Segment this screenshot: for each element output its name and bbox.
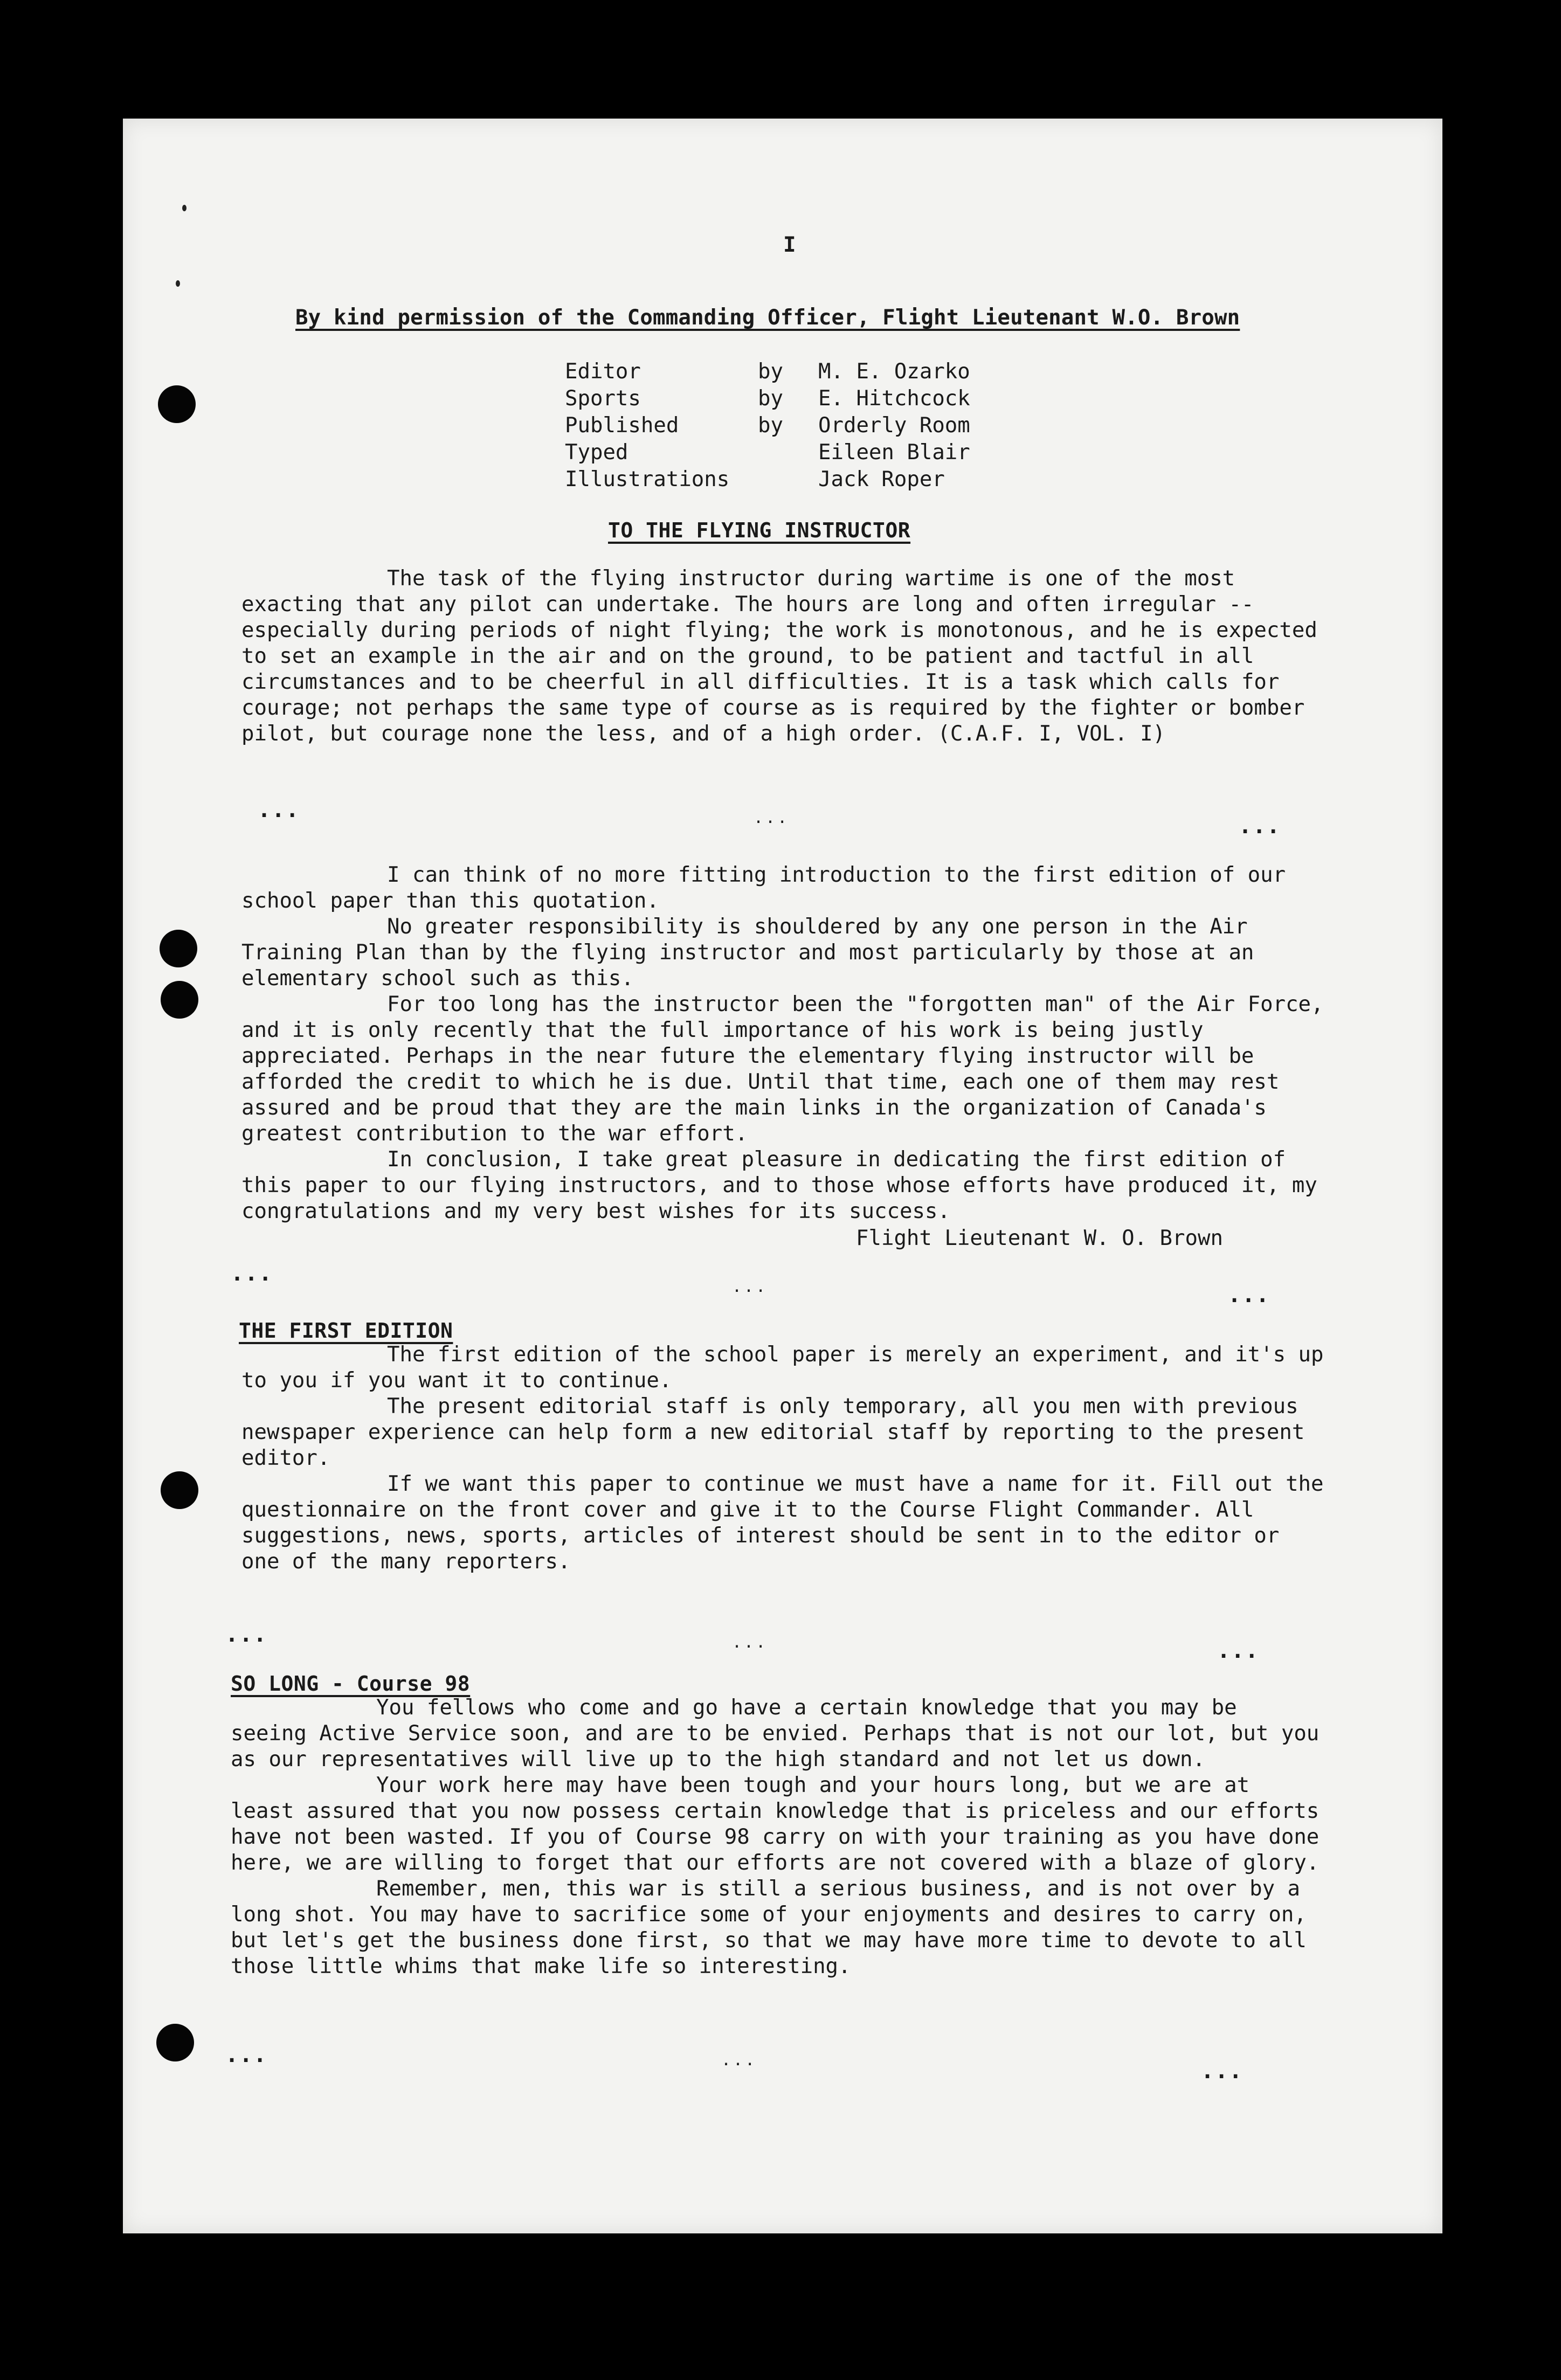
paragraph: Remember, men, this war is still a serious business, and is not over by a long shot. You may have to sacrifice some of your enjoyments and desires to carry on, but let's get the business done first, so that we may have more time to devote to all those little whims that make life so interesting. (231, 1877, 1307, 1978)
separator-right: ... (1239, 814, 1281, 839)
credit-role: Illustrations (565, 467, 730, 492)
credit-role: Sports (565, 386, 641, 411)
binder-hole (161, 981, 198, 1019)
credits-by (745, 358, 783, 439)
credit-role: Editor (565, 359, 641, 384)
quote-text: The task of the flying instructor during wartime is one of the most exacting that any pilot can undertake. The hours are long and often irregular -- especially during periods of night flying; the work is monotonous, and he is expected to set an example in the air and on the ground, to be patient and tactful in all circumstances and to be cheerful in all difficulties. It is a task which calls for courage; not perhaps the same type of course as is required by the fighter or bomber pilot, but courage none the less, and of a high order. (C.A.F. I, VOL. I) (241, 566, 1317, 746)
credit-by: by (758, 413, 783, 438)
ink-speck (182, 205, 187, 211)
credit-by: by (758, 359, 783, 384)
section-heading-first-edition: THE FIRST EDITION (239, 1319, 453, 1343)
binder-hole (158, 385, 196, 423)
signature: Flight Lieutenant W. O. Brown (856, 1226, 1223, 1250)
paragraph: Your work here may have been tough and your hours long, but we are at least assured that you now possess certain knowledge that is priceless and our efforts have not been wasted. If you of Course 98 carry on with your training as you have done here, we are willing to forget that our efforts are not covered with a blaze of glory. (231, 1773, 1320, 1875)
binder-hole (161, 1471, 198, 1509)
paragraph: No greater responsibility is shouldered by any one person in the Air Training Plan than by the flying instructor and most particularly by those at an elementary school such as this. (241, 915, 1254, 991)
section-heading-flying-instructor: TO THE FLYING INSTRUCTOR (608, 518, 911, 542)
paragraph: The present editorial staff is only temporary, all you men with previous newspaper experience can help form a new editorial staff by reporting to the present editor. (241, 1394, 1305, 1470)
separator-center: ... (732, 1277, 768, 1296)
so-long-body (231, 1695, 1325, 1980)
credit-name: E. Hitchcock (818, 386, 970, 411)
credit-name: Jack Roper (818, 467, 945, 492)
credits-names (818, 358, 970, 493)
separator-left: ... (258, 798, 300, 822)
separator-right: ... (1228, 1283, 1270, 1307)
separator-center: ... (721, 2051, 757, 2070)
page-number: I (783, 233, 796, 257)
separator-center: ... (754, 808, 790, 827)
credit-name: Eileen Blair (818, 440, 970, 465)
credit-by: by (758, 386, 783, 411)
credit-role: Typed (565, 440, 628, 465)
flying-instructor-body (241, 862, 1325, 1224)
separator-left: ... (225, 1622, 268, 1647)
paragraph: For too long has the instructor been the "forgotten man" of the Air Force, and it is only recently that the full importance of his work is being justly appreciated. Perhaps in the near future the elementary flying instructor will be afforded the credit to which he is due. Until that time, each one of them may rest assured and be proud that they are the main links in the organization of Canada's greatest contribution to the war effort. (241, 992, 1324, 1146)
separator-right: ... (1201, 2059, 1244, 2084)
paragraph: If we want this paper to continue we must have a name for it. Fill out the questionnaire on the front cover and give it to the Course Flight Commander. All suggestions, news, sports, articles of interest should be sent in to the editor or one of the many reporters. (241, 1472, 1324, 1574)
paragraph: The first edition of the school paper is merely an experiment, and it's up to you if you want it to continue. (241, 1343, 1324, 1393)
paragraph: You fellows who come and go have a certain knowledge that you may be seeing Active Service soon, and are to be envied. Perhaps that is not our lot, but you as our representatives will live up to the high standard and not let us down. (231, 1696, 1320, 1772)
credit-name: Orderly Room (818, 413, 970, 438)
credit-role: Published (565, 413, 679, 438)
paragraph: In conclusion, I take great pleasure in dedicating the first edition of this paper to our flying instructors, and to those whose efforts have produced it, my congratulations and my very best wishes for its success. (241, 1147, 1317, 1223)
ink-speck (176, 280, 180, 287)
credits-roles (565, 358, 729, 493)
binder-hole (156, 2024, 194, 2061)
first-edition-body (241, 1342, 1325, 1575)
credit-name: M. E. Ozarko (818, 359, 970, 384)
separator-center: ... (732, 1633, 768, 1652)
section-heading-so-long: SO LONG - Course 98 (231, 1672, 471, 1696)
separator-left: ... (225, 2043, 268, 2067)
binder-hole (160, 930, 197, 967)
quote-paragraph (241, 566, 1325, 747)
paragraph: I can think of no more fitting introduction to the first edition of our school paper than this quotation. (241, 863, 1286, 913)
separator-left: ... (231, 1261, 273, 1286)
permission-line: By kind permission of the Commanding Officer, Flight Lieutenant W.O. Brown (295, 306, 1240, 330)
document-page (123, 119, 1442, 2233)
separator-right: ... (1217, 1638, 1260, 1663)
